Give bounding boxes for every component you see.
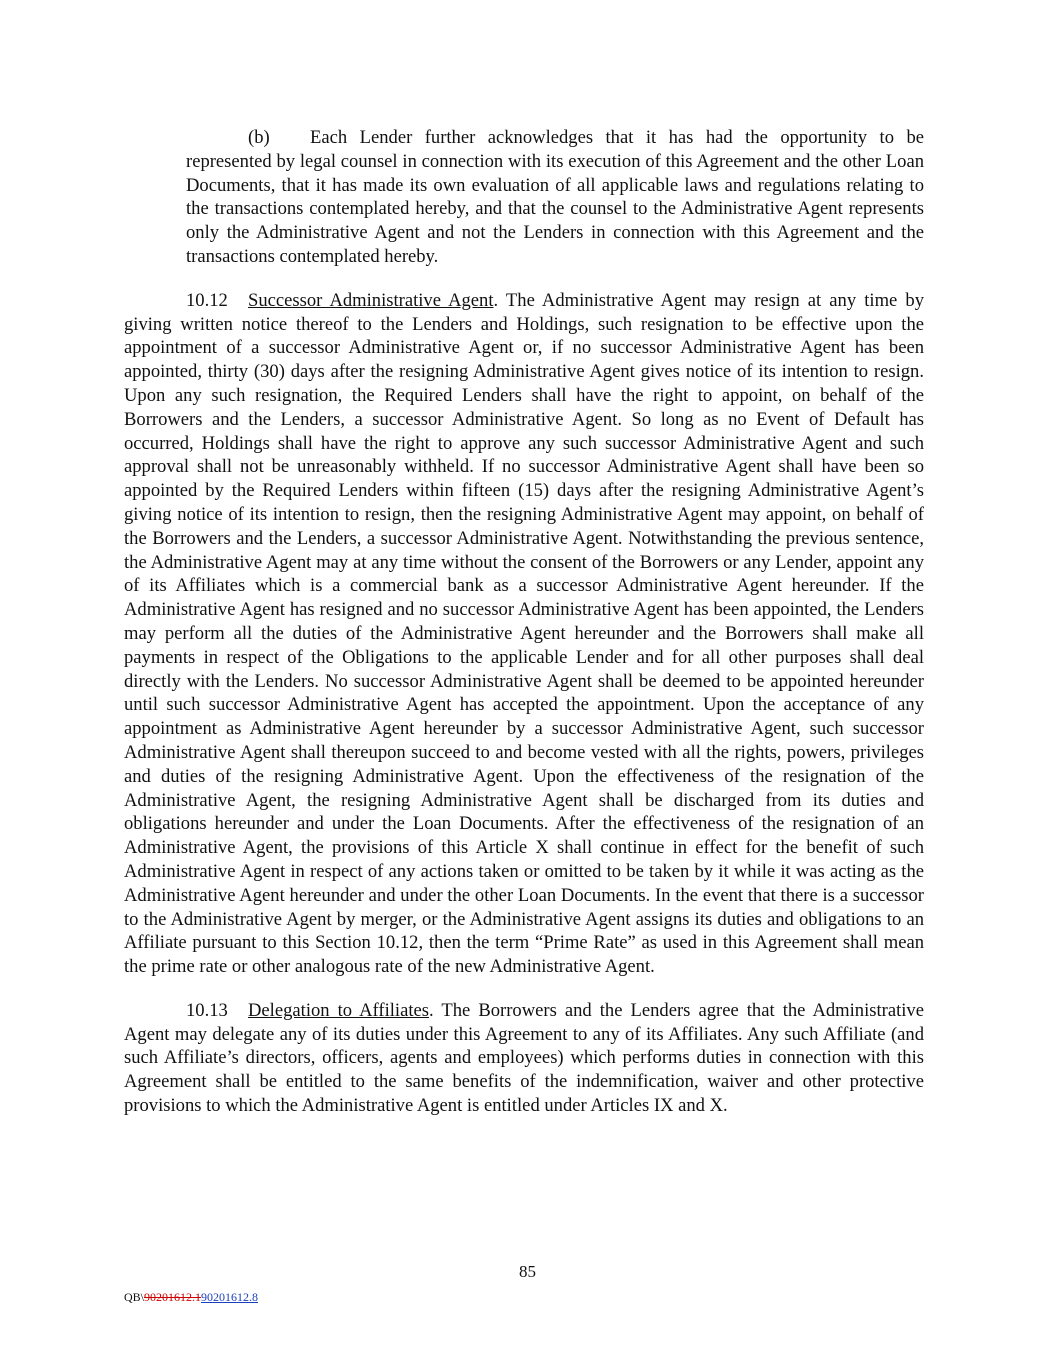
document-id-prefix: QB\ (124, 1290, 145, 1304)
document-page (124, 126, 924, 1138)
document-id (124, 1290, 258, 1305)
page-number: 85 (519, 1262, 536, 1281)
section-10-12-number: 10.12 (186, 289, 228, 311)
section-10-12-heading: Successor Administrative Agent (248, 289, 494, 311)
document-id-inserted: 90201612.8 (201, 1290, 259, 1304)
section-10-12 (124, 289, 924, 979)
section-10-13-heading: Delegation to Affiliates (248, 999, 429, 1021)
paragraph-b-label: (b) (248, 127, 270, 148)
document-id-deleted: 90201612.1 (144, 1290, 202, 1304)
paragraph-b (186, 126, 924, 269)
paragraph-b-text: Each Lender further acknowledges that it has had the opportunity to be represented by legal counsel in connection with its execution of this Agreement and the other Loan Documents, that it has made its own evaluation of all applicable laws and regulations relating to the transactions contemplated hereby, and that the counsel to the Administrative Agent represents only the Administrative Agent and not the Lenders in connection with this Agreement and the transactions contemplated hereby. (186, 127, 924, 267)
section-10-13-number: 10.13 (186, 999, 228, 1021)
section-10-13-text: . The Borrowers and the Lenders agree that the Administrative Agent may delegate any of its duties under this Agreement to any of its Affiliates. Any such Affiliate (and such Affiliate’s directors, officers, agents and employees) which performs duties in connection with this Agreement shall be entitled to the same benefits of the indemnification, waiver and other protective provisions to which the Administrative Agent is entitled under Articles IX and X. (124, 999, 924, 1117)
section-10-12-text: . The Administrative Agent may resign at any time by giving written notice thereof to the Lenders and Holdings, such resignation to be effective upon the appointment of a successor Administrative Agent or, if no successor Administrative Agent has been appointed, thirty (30) days after the resigning Administrative Agent gives notice of its intention to resign. Upon any such resignation, the Required Lenders shall have the right to appoint, on behalf of the Borrowers and the Lenders, a successor Administrative Agent. So long as no Event of Default has occurred, Holdings shall have the right to approve any such successor Administrative Agent and such approval shall not be unreasonably withheld. If no successor Administrative Agent shall have been so appointed by the Required Lenders within fifteen (15) days after the resigning Administrative Agent’s giving notice of its intention to resign, then the resigning Administrative Agent may appoint, on behalf of the Borrowers and the Lenders, a successor Administrative Agent. Notwithstanding the previous sentence, the Administrative Agent may at any time without the consent of the Borrowers or any Lender, appoint any of its Affiliates which is a commercial bank as a successor Administrative Agent hereunder. If the Administrative Agent has resigned and no successor Administrative Agent has been appointed, the Lenders may perform all the duties of the Administrative Agent hereunder and the Borrowers shall make all payments in respect of the Obligations to the applicable Lender and for all other purposes shall deal directly with the Lenders. No successor Administrative Agent shall be deemed to be appointed hereunder until such successor Administrative Agent has accepted the appointment. Upon the acceptance of any appointment as Administrative Agent hereunder by a successor Administrative Agent, such successor Administrative Agent shall thereupon succeed to and become vested with all the rights, powers, privileges and duties of the resigning Administrative Agent. Upon the effectiveness of the resignation of the Administrative Agent, the resigning Administrative Agent shall be discharged from its duties and obligations hereunder and under the Loan Documents. After the effectiveness of the resignation of an Administrative Agent, the provisions of this Article X shall continue in effect for the benefit of such Administrative Agent in respect of any actions taken or omitted to be taken by it while it was acting as the Administrative Agent hereunder and under the other Loan Documents. In the event that there is a successor to the Administrative Agent by merger, or the Administrative Agent assigns its duties and obligations to an Affiliate pursuant to this Section 10.12, then the term “Prime Rate” as used in this Agreement shall mean the prime rate or other analogous rate of the new Administrative Agent. (124, 289, 924, 978)
section-10-13 (124, 999, 924, 1118)
